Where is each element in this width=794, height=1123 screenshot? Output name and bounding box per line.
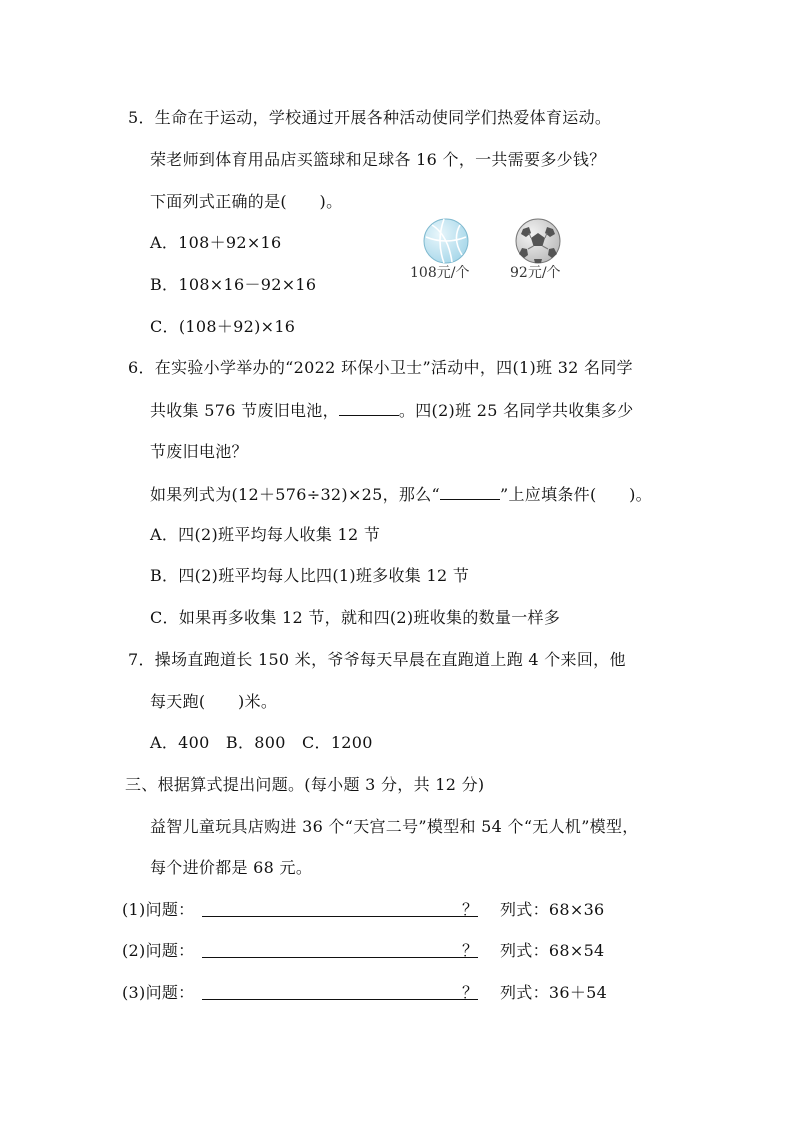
q6-option-b[interactable]: B．四(2)班平均每人比四(1)班多收集 12 节 (150, 566, 470, 585)
q7-options[interactable]: A．400 B．800 C．1200 (150, 733, 373, 752)
football-icon (514, 217, 562, 265)
answer-line[interactable] (202, 916, 478, 917)
q6-line2-text-a: 共收集 576 节废旧电池， (150, 401, 339, 420)
q7-line1: 7．操场直跑道长 150 米，爷爷每天早晨在直跑道上跑 4 个来回，他 (128, 650, 626, 669)
q6-line1: 6．在实验小学举办的“2022 环保小卫士”活动中，四(1)班 32 名同学 (128, 358, 633, 377)
section3-line2: 每个进价都是 68 元。 (150, 858, 313, 877)
basketball-price: 108元/个 (410, 265, 470, 281)
q6-line2 (150, 400, 634, 421)
question-mark: ？ (462, 900, 479, 919)
q6-option-a[interactable]: A．四(2)班平均每人收集 12 节 (150, 525, 381, 544)
q5-line1: 5．生命在于运动，学校通过开展各种活动使同学们热爱体育运动。 (128, 108, 612, 127)
question-label: (1)问题： (122, 900, 195, 919)
question-row-1 (122, 900, 194, 920)
q6-line4 (150, 484, 652, 505)
q6-line4-text-b: ”上应填条件( )。 (500, 485, 652, 504)
answer-line[interactable] (202, 957, 478, 958)
condition-blank[interactable] (440, 484, 500, 500)
q5-option-a[interactable]: A．108＋92×16 (150, 233, 282, 252)
q6-option-c[interactable]: C．如果再多收集 12 节，就和四(2)班收集的数量一样多 (150, 608, 561, 627)
formula: 列式：68×36 (500, 900, 605, 919)
basketball-icon (422, 217, 470, 265)
answer-blank[interactable] (339, 400, 399, 416)
section3-line1: 益智儿童玩具店购进 36 个“天宫二号”模型和 54 个“无人机”模型， (150, 817, 639, 836)
answer-line[interactable] (202, 999, 478, 1000)
q6-line3: 节废旧电池？ (150, 442, 248, 461)
football-price: 92元/个 (510, 265, 561, 281)
question-label: (3)问题： (122, 983, 195, 1002)
q5-option-c[interactable]: C．(108＋92)×16 (150, 317, 296, 336)
question-label: (2)问题： (122, 941, 195, 960)
section3-heading: 三、根据算式提出问题。(每小题 3 分，共 12 分) (125, 775, 485, 794)
question-row-3 (122, 983, 194, 1003)
question-mark: ？ (462, 941, 479, 960)
q5-option-b[interactable]: B．108×16－92×16 (150, 275, 317, 294)
q7-line2: 每天跑( )米。 (150, 692, 278, 711)
q5-line3: 下面列式正确的是( )。 (150, 192, 343, 211)
q5-line2: 荣老师到体育用品店买篮球和足球各 16 个，一共需要多少钱？ (150, 150, 606, 169)
formula: 列式：36＋54 (500, 983, 608, 1002)
formula: 列式：68×54 (500, 941, 605, 960)
q6-line2-text-b: 。四(2)班 25 名同学共收集多少 (398, 401, 634, 420)
question-row-2 (122, 941, 194, 961)
q6-line4-text-a: 如果列式为(12＋576÷32)×25，那么“ (150, 485, 440, 504)
question-mark: ？ (462, 983, 479, 1002)
